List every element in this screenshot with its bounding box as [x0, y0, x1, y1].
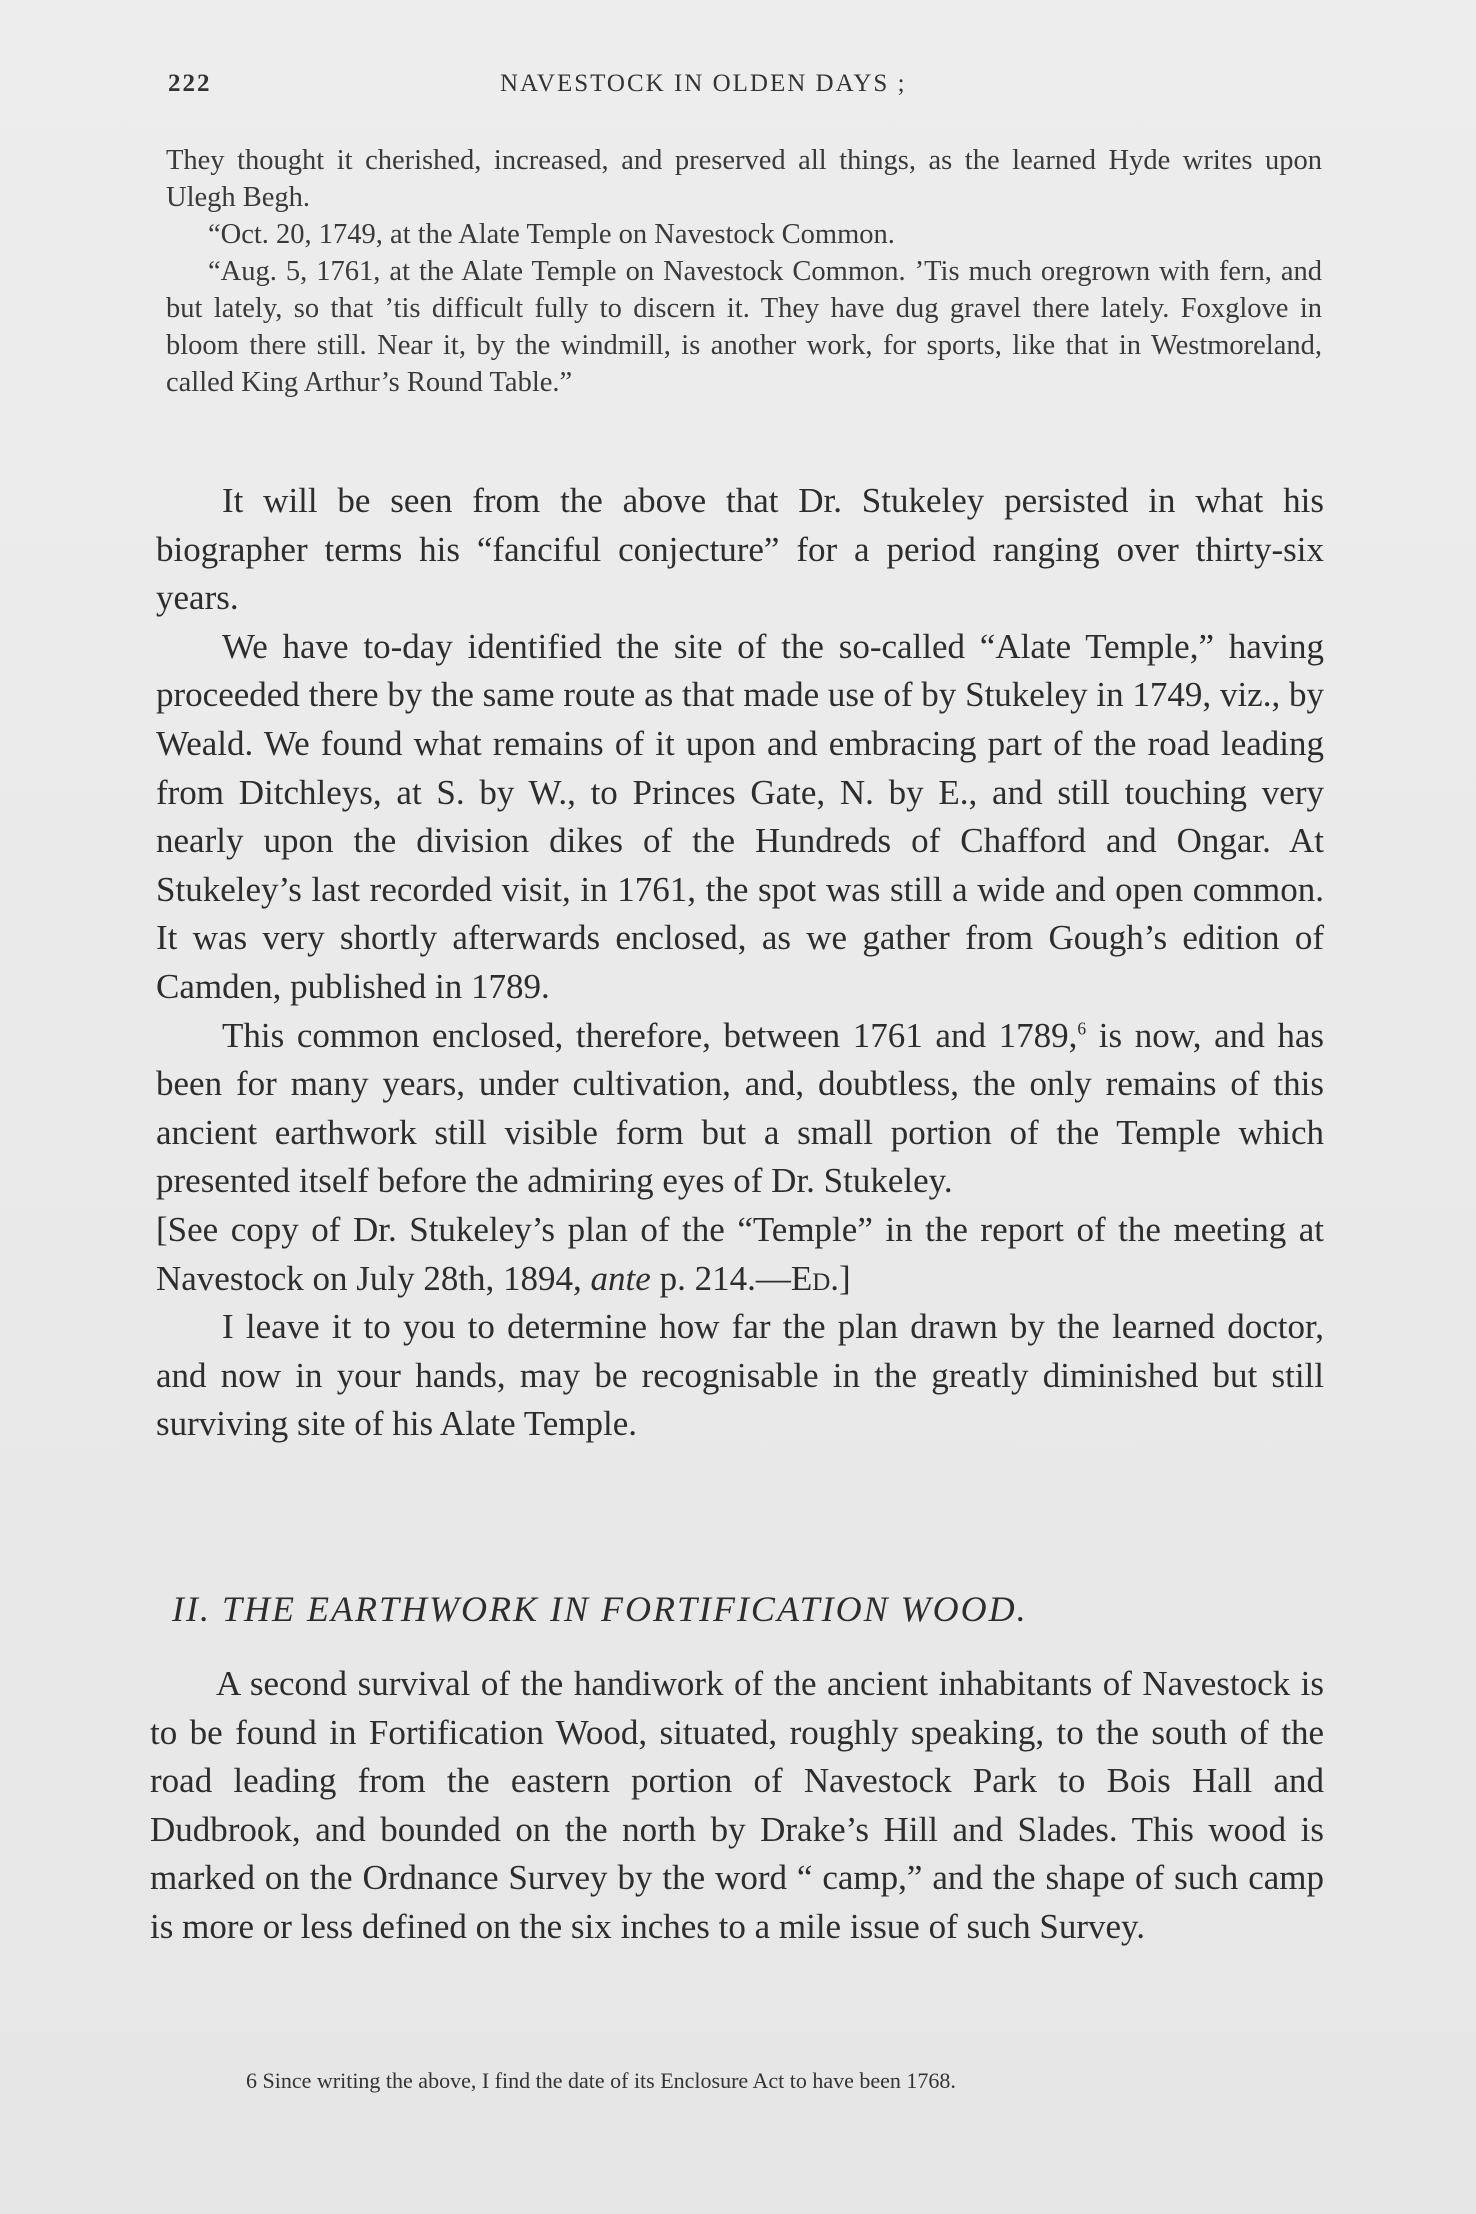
section-text	[150, 1660, 1324, 1952]
running-title: NAVESTOCK IN OLDEN DAYS ;	[500, 70, 907, 97]
body-paragraph: We have to-day identified the site of the so-called “Alate Temple,” having proceeded there by the same route as that made use of by Stukeley in 1749, viz., by Weald. We found what remains of it upon and embracing part of the road leading from Ditchleys, at S. by W., to Princes Gate, N. by E., and still touching very nearly upon the division dikes of the Hundreds of Chafford and Ongar. At Stukeley’s last recorded visit, in 1761, the spot was still a wide and open common. It was very shortly afterwards enclosed, as we gather from Gough’s edition of Camden, published in 1789.	[156, 626, 1324, 1006]
body-paragraph	[156, 1012, 1324, 1206]
footnote-reference: 6	[1077, 1017, 1087, 1038]
body-paragraph: A second survival of the handiwork of the ancient inhabitants of Navestock is to be found in Fortification Wood, situated, roughly speaking, to the south of the road leading from the eastern portion of Navestock Park to Bois Hall and Dudbrook, and bounded on the north by Drake’s Hill and Slades. This wood is marked on the Ordnance Survey by the word “ camp,” and the shape of such camp is more or less defined on the six inches to a mile issue of such Survey.	[150, 1664, 1324, 1946]
italic-word: ante	[590, 1258, 651, 1298]
body-text-span: p. 214.—	[650, 1258, 791, 1298]
body-text-span: ]	[839, 1258, 851, 1298]
body-text-span: [See copy of Dr. Stukeley’s plan of the “Temple” in the report of the meeting at Navestock on July 28th, 1894,	[156, 1209, 1324, 1298]
main-text	[156, 477, 1324, 1449]
page-number: 222	[168, 70, 212, 97]
footnote: 6 Since writing the above, I find the date of its Enclosure Act to have been 1768.	[246, 2068, 956, 2093]
body-text-span: is now, and has been for many years, under cultivation, and, doubtless, the only remains of this ancient earthwork still visible form but a small portion of the Temple which presented itself before the admiring eyes of Dr. Stukeley.	[156, 1015, 1324, 1201]
quote-paragraph: “Aug. 5, 1761, at the Alate Temple on Navestock Common. ’Tis much oregrown with fern, and but lately, so that ’tis difficult fully to discern it. They have dug gravel there lately. Foxglove in bloom there still. Near it, by the windmill, is another work, for sports, like that in Westmoreland, called King Arthur’s Round Table.”	[166, 256, 1322, 398]
editor-mark: Ed.	[790, 1258, 839, 1298]
body-text-span: This common enclosed, therefore, between 1761 and 1789,	[222, 1015, 1078, 1055]
section-heading: II. THE EARTHWORK IN FORTIFICATION WOOD.	[172, 1589, 1028, 1629]
body-paragraph: It will be seen from the above that Dr. Stukeley persisted in what his biographer terms his “fanciful conjecture” for a period ranging over thirty-six years.	[156, 481, 1324, 618]
quote-paragraph: They thought it cherished, increased, and preserved all things, as the learned Hyde writes upon Ulegh Begh.	[166, 145, 1322, 213]
body-paragraph: I leave it to you to determine how far the plan drawn by the learned doctor, and now in your hands, may be recognisable in the greatly diminished but still surviving site of his Alate Temple.	[156, 1307, 1324, 1444]
page-header	[160, 70, 1320, 110]
editor-note-paragraph	[156, 1206, 1324, 1303]
quoted-diary-extract	[166, 142, 1322, 401]
quote-paragraph: “Oct. 20, 1749, at the Alate Temple on Navestock Common.	[208, 219, 895, 250]
